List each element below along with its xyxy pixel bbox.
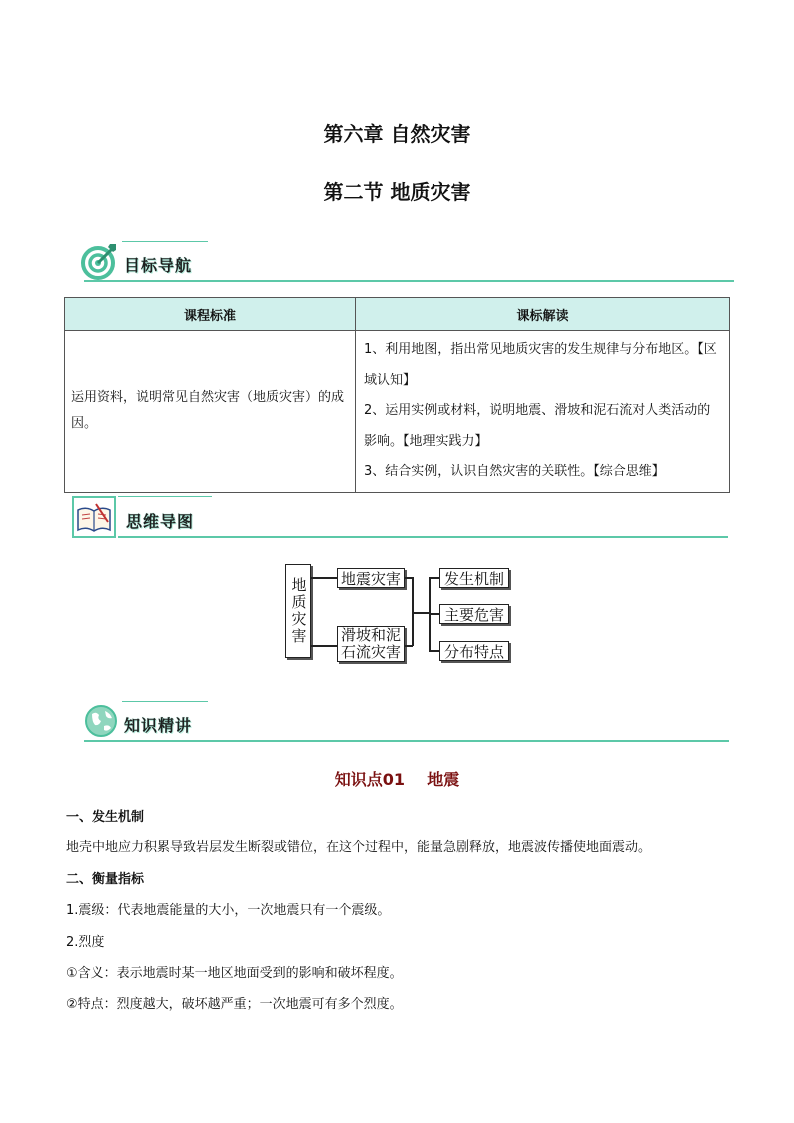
mindmap-root-label: 地质灾害 [289,577,308,645]
header-line-bottom [84,280,734,282]
mindmap-node-landslide: 滑坡和泥石流灾害 [337,626,405,662]
standards-table [64,297,730,493]
interpretation-item: 2、运用实例或材料，说明地震、滑坡和泥石流对人类活动的影响。【地理实践力】 [364,403,711,449]
table-cell-standard: 运用资料，说明常见自然灾害（地质灾害）的成因。 [65,331,356,493]
mindmap-node-earthquake: 地震灾害 [337,568,405,588]
table-cell-interpretation [356,331,730,493]
globe-icon [84,702,118,738]
mindmap-leaf-mechanism: 发生机制 [439,568,509,588]
connector [311,645,337,647]
header-line-top [122,241,208,242]
section-knowledge-title: 知识精讲 [124,716,193,735]
paragraph-intensity-features: ②特点：烈度越大，破坏越严重；一次地震可有多个烈度。 [66,997,403,1012]
knowledge-point-title: 知识点01 地震 [334,770,460,789]
connector [429,577,439,579]
connector [429,650,439,652]
mindmap-leaf-hazards: 主要危害 [439,604,509,624]
heading-mechanism: 一、发生机制 [66,810,145,825]
interpretation-item: 3、结合实例，认识自然灾害的关联性。【综合思维】 [364,464,665,479]
paragraph-magnitude: 1.震级：代表地震能量的大小，一次地震只有一个震级。 [66,903,391,918]
header-line-top [122,701,208,702]
paragraph-mechanism: 地壳中地应力积累导致岩层发生断裂或错位，在这个过程中，能量急剧释放，地震波传播使地面震动。 [66,840,652,855]
header-line-bottom [84,740,729,742]
target-icon [80,240,118,282]
header-line-top [118,496,212,497]
section-goal-title: 目标导航 [124,256,193,275]
mindmap-leaf-distribution: 分布特点 [439,641,509,661]
connector [311,577,337,579]
paragraph-intensity: 2.烈度 [66,935,105,950]
heading-indicators: 二、衡量指标 [66,872,145,887]
chapter-title: 第六章 自然灾害 [323,122,471,146]
table-header-standard: 课程标准 [65,298,356,331]
interpretation-item: 1、利用地图，指出常见地质灾害的发生规律与分布地区。【区域认知】 [364,342,717,388]
table-header-interpretation: 课标解读 [356,298,730,331]
mindmap-root [285,564,311,658]
connector [429,613,439,615]
paragraph-intensity-meaning: ①含义：表示地震时某一地区地面受到的影响和破坏程度。 [66,966,403,981]
section-mindmap-title: 思维导图 [126,512,195,531]
section-title: 第二节 地质灾害 [323,180,471,204]
header-line-bottom [118,536,728,538]
book-icon [72,496,116,538]
connector [412,612,430,614]
